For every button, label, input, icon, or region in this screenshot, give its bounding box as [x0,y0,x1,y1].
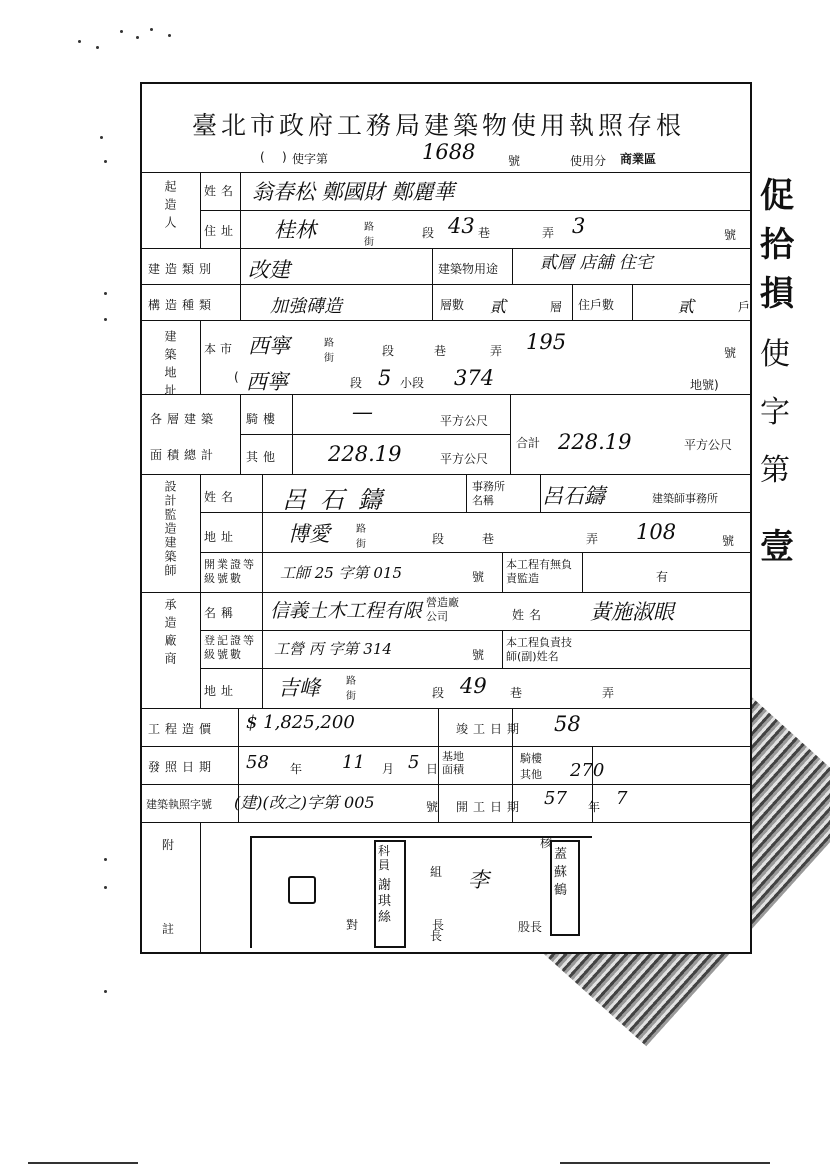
applicant-section-label: 起造人 [163,180,177,234]
side-char: 促 [760,176,794,216]
category-value: 改建 [248,258,290,282]
rule [262,474,263,708]
rule [572,284,573,320]
area-unit-2: 平方公尺 [440,452,489,466]
rule [200,474,201,708]
architect-alley-label: 弄 [586,532,599,546]
rule [200,822,201,952]
rule [142,708,750,709]
section-chief-label: 股長 [518,920,543,934]
site-lot-subsection: 小段 [400,376,425,390]
architect-address-value: 博愛 [288,522,330,546]
base-other-label: 其他 [520,768,542,781]
side-fragment [760,168,820,568]
applicant-lane-label: 巷 [478,226,491,240]
speck [104,318,107,321]
chief-value: 李 [468,868,489,892]
speck [120,30,123,33]
rule [632,284,633,320]
license-number: 1688 [422,140,476,164]
site-lot-label: 地號) [690,378,719,392]
use-label: 建築物用途 [438,262,499,276]
rule [512,248,513,284]
license-stub-form [140,82,752,954]
area-arcade-label: 騎樓 [246,412,281,426]
issue-year: 58 [246,752,269,773]
cost-value: $ 1,825,200 [246,712,355,733]
speck [168,34,171,37]
contractor-name-value: 信義土木工程有限 [270,600,423,622]
contractor-manager-value: 黃施淑眼 [590,600,674,624]
area-total-unit: 平方公尺 [684,438,733,452]
contractor-section-label: 承造廠商 [163,598,177,670]
rule [502,552,503,592]
license-paren-open: ( [260,150,265,164]
rule [540,474,541,512]
rule [502,630,503,668]
contractor-address-label: 地址 [204,684,239,698]
area-other-value: 228.19 [328,442,402,466]
applicant-name-value: 翁春松 鄭國財 鄭麗華 [252,180,455,204]
side-char: 拾 [760,225,794,265]
contractor-reg-label: 登記證等級號數 [204,634,256,661]
approver-label: 核 [540,836,553,850]
rule [240,434,510,435]
speck [104,858,107,861]
rule [582,552,583,592]
site-lane-label: 巷 [434,344,447,358]
site-lot-area: 西寧 [246,370,288,394]
start-year-label: 年 [588,800,601,814]
speck [104,886,107,889]
rule [142,172,750,173]
issue-month-label: 月 [382,762,395,776]
structure-label: 構造種類 [148,298,217,312]
rule [200,172,201,248]
clerk-label: 科員 [378,844,391,872]
architect-license-value: 工師 25 字第 015 [280,564,403,582]
completion-value: 58 [554,712,581,736]
speck [78,40,81,43]
start-month: 7 [616,788,628,809]
site-lot-paren: ( [234,370,239,384]
site-section-word: 段 [382,344,395,358]
contractor-address-value: 吉峰 [278,676,320,700]
contractor-alley-label: 弄 [602,686,615,700]
area-total-value: 228.19 [558,430,632,454]
contractor-tech-label: 本工程負責技師(副)姓名 [506,636,572,663]
contractor-name-label: 名稱 [204,606,239,620]
rule [466,474,467,512]
notes-stamp-zhang: 長 [432,918,445,932]
floor-unit: 層 [550,300,563,314]
notes-stamp-dui: 對 [346,918,359,932]
clerk-value: 謝琪絲 [378,878,392,925]
side-char: 第 [760,453,790,488]
rule [510,394,511,474]
rule [432,248,433,320]
rule [240,172,241,248]
units-value: 貳 [678,297,695,316]
units-unit: 戶 [738,300,751,314]
issue-day-label: 日 [426,762,439,776]
site-lot-section: 段 [350,376,363,390]
rule [142,394,750,395]
site-number-label: 號 [724,346,737,360]
area-row2-label: 面積總計 [150,448,219,462]
issue-label: 發照日期 [148,760,217,774]
architect-office-value: 呂石鑄 [542,484,605,508]
site-lot-section-value: 5 [378,366,392,390]
applicant-road-label: 路街 [364,222,374,248]
rule [142,822,750,823]
applicant-section-label-2: 段 [422,226,435,240]
rule [142,320,750,321]
rule [142,474,750,475]
applicant-alley-label: 弄 [542,226,555,240]
start-year: 57 [544,788,567,809]
side-char: 使 [760,337,790,372]
units-label: 住戶數 [578,298,615,312]
contractor-road-label: 路街 [346,676,356,702]
base-value: 270 [570,760,605,781]
speck [104,292,107,295]
site-section-label: 建築地址 [163,330,177,402]
permit-suffix: 號 [426,800,439,814]
architect-name-label: 姓名 [204,490,239,504]
cost-label: 工程造價 [148,722,217,736]
site-alley-label: 弄 [490,344,503,358]
permit-label: 建築執照字號 [146,798,212,811]
rule [142,248,750,249]
rule [200,210,750,211]
completion-label: 竣工日期 [456,722,525,736]
rule [292,394,293,474]
license-prefix: 使字第 [292,152,329,166]
small-seal-icon [288,876,316,904]
usage-label: 使用分 [570,154,607,168]
base-arcade-label: 騎樓 [520,752,542,765]
issue-day: 5 [408,752,420,773]
speck [136,36,139,39]
license-suffix: 號 [508,154,521,168]
applicant-street: 桂林 [274,218,316,242]
architect-office-label: 事務所名稱 [472,480,505,507]
architect-office-suffix: 建築師事務所 [652,492,718,505]
applicant-number-label: 號 [724,228,737,242]
architect-section-label: 設計監造建築師 [163,480,177,578]
architect-supervisor-value: 有 [656,570,669,584]
notes-label-bottom: 註 [162,922,175,936]
architect-license-label: 開業證等級號數 [204,558,256,585]
rule [200,552,750,553]
side-char: 字 [760,395,790,430]
site-road-label: 路街 [324,338,334,364]
site-road: 西寧 [248,334,290,358]
speck [104,990,107,993]
architect-number: 108 [636,520,677,544]
rule [142,284,750,285]
architect-supervisor-label: 本工程有無負責監造 [506,558,572,585]
issue-month: 11 [342,752,365,773]
site-number: 195 [526,330,567,354]
bottom-rule [560,1162,770,1164]
architect-road-label: 路街 [356,524,366,550]
speck [104,160,107,163]
applicant-address-label: 住址 [204,224,239,238]
area-total-label: 合計 [516,436,541,450]
contractor-reg-value: 工營 丙 字第 314 [274,640,392,658]
floors-value: 貳 [490,297,507,316]
area-arcade-value: — [352,400,373,424]
area-row1-label: 各層建築 [150,412,219,426]
structure-value: 加強磚造 [270,296,342,317]
contractor-company-type: 營造廠 公司 [426,596,459,623]
floors-label: 層數 [440,298,465,312]
license-paren-close: ) [282,150,287,164]
bottom-rule [28,1162,138,1164]
architect-address-label: 地址 [204,530,239,544]
rule [200,320,201,394]
contractor-lane-label: 巷 [510,686,523,700]
architect-license-suffix: 號 [472,570,485,584]
rule [240,248,241,320]
start-label: 開工日期 [456,800,525,814]
architect-lane-label: 巷 [482,532,495,546]
site-lot-number: 374 [454,366,495,390]
rule [142,592,750,593]
side-char: 壹 [760,527,794,567]
area-other-label: 其他 [246,450,281,464]
applicant-number: 3 [572,214,586,238]
rule [142,746,750,747]
speck [100,136,103,139]
category-label: 建造類別 [148,262,217,276]
chief-label: 組長 [430,865,443,943]
architect-section-word: 段 [432,532,445,546]
contractor-section-word: 段 [432,686,445,700]
use-value: 貳層 店舖 住宅 [540,253,653,273]
side-char: 損 [760,274,794,314]
contractor-reg-suffix: 號 [472,648,485,662]
form-title: 臺北市政府工務局建築物使用執照存根 [192,111,686,140]
rule [200,668,750,669]
usage-value: 商業區 [620,152,657,166]
approver-value: 蓋蘇鶴 [554,847,568,898]
speck [150,28,153,31]
rule [142,784,750,785]
speck [96,46,99,49]
architect-name-value: 呂石鑄 [282,486,396,514]
notes-label-top: 附 [162,838,175,852]
applicant-name-label: 姓名 [204,184,239,198]
site-city-label: 本市 [204,342,237,356]
contractor-manager-label: 姓名 [512,608,547,622]
rule [200,630,750,631]
permit-value: (建)(改之)字第 005 [234,793,375,812]
area-unit-1: 平方公尺 [440,414,489,428]
contractor-lane: 49 [460,674,487,698]
rule [438,708,439,822]
issue-year-label: 年 [290,762,303,776]
architect-number-label: 號 [722,534,735,548]
base-label: 基地面積 [442,750,464,776]
rule [240,394,241,474]
applicant-lane: 43 [448,214,475,238]
